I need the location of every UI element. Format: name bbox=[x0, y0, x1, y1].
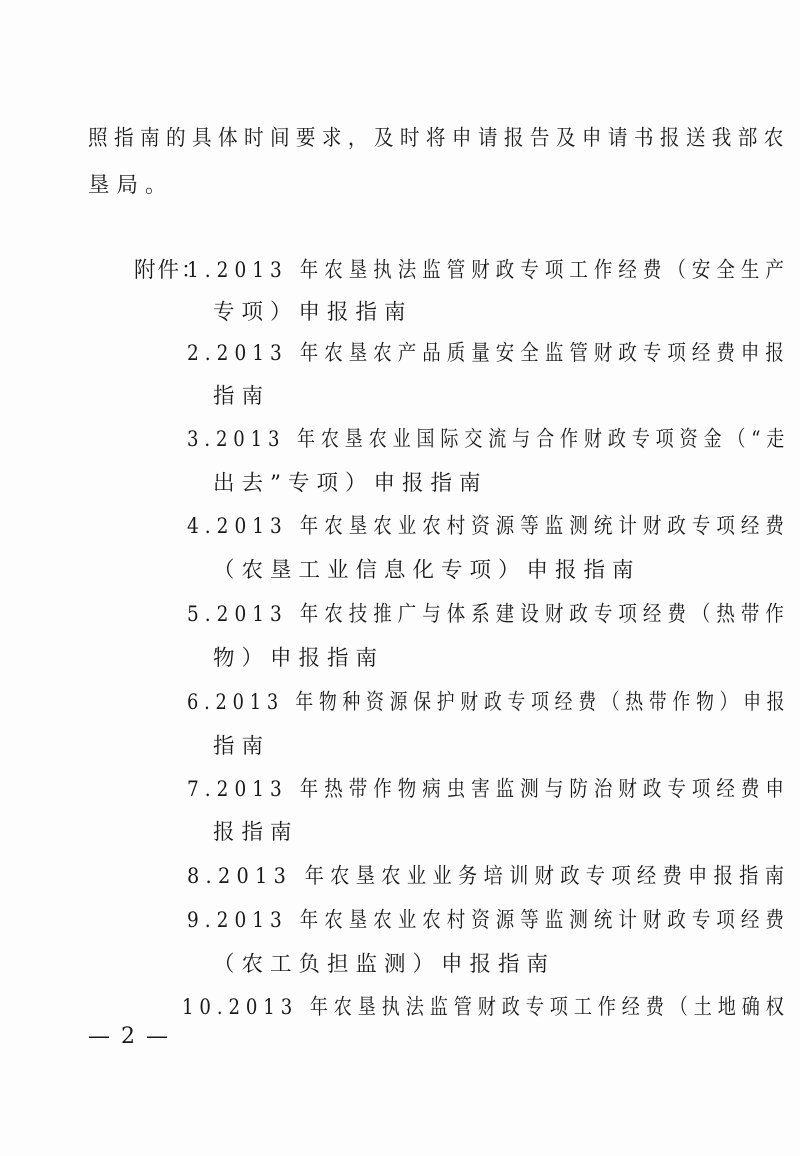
attachment-item-5-line-1: 5.2013 年农技推广与体系建设财政专项经费（热带作 bbox=[187, 602, 790, 627]
attachments-label: 附件： bbox=[134, 258, 205, 283]
attachment-item-4-line-1: 4.2013 年农垦农业农村资源等监测统计财政专项经费 bbox=[187, 514, 790, 539]
attachment-item-6-line-1: 6.2013 年物种资源保护财政专项经费（热带作物）申报 bbox=[187, 690, 791, 715]
attachment-item-3-line-1: 3.2013 年农垦农业国际交流与合作财政专项资金（“走 bbox=[187, 427, 791, 452]
attachment-item-4-line-2: （农垦工业信息化专项）申报指南 bbox=[213, 558, 641, 583]
page-number: — 2 — bbox=[88, 1024, 170, 1049]
attachment-item-9-line-2: （农工负担监测）申报指南 bbox=[213, 952, 556, 977]
intro-line-2: 垦局。 bbox=[88, 173, 174, 198]
attachment-item-3-line-2: 出去”专项）申报指南 bbox=[213, 471, 488, 496]
attachment-item-6-line-2: 指南 bbox=[213, 734, 271, 759]
attachment-item-1-line-1: 1.2013 年农垦执法监管财政专项工作经费（安全生产 bbox=[187, 258, 790, 283]
attachment-item-9-line-1: 9.2013 年农垦农业农村资源等监测统计财政专项经费 bbox=[187, 908, 790, 933]
attachment-item-7-line-2: 报指南 bbox=[213, 820, 299, 845]
attachment-item-8-line-1: 8.2013 年农垦农业业务培训财政专项经费申报指南 bbox=[187, 864, 791, 889]
attachment-item-7-line-1: 7.2013 年热带作物病虫害监测与防治财政专项经费申 bbox=[187, 777, 790, 802]
attachment-item-1-line-2: 专项）申报指南 bbox=[213, 300, 413, 325]
attachment-item-2-line-1: 2.2013 年农垦农产品质量安全监管财政专项经费申报 bbox=[187, 341, 790, 366]
attachment-item-2-line-2: 指南 bbox=[213, 384, 271, 409]
attachment-item-10-line-1: 10.2013 年农垦执法监管财政专项工作经费（土地确权 bbox=[182, 995, 790, 1020]
attachment-item-5-line-2: 物）申报指南 bbox=[213, 646, 385, 671]
intro-line-1: 照指南的具体时间要求，及时将申请报告及申请书报送我部农 bbox=[88, 126, 790, 151]
